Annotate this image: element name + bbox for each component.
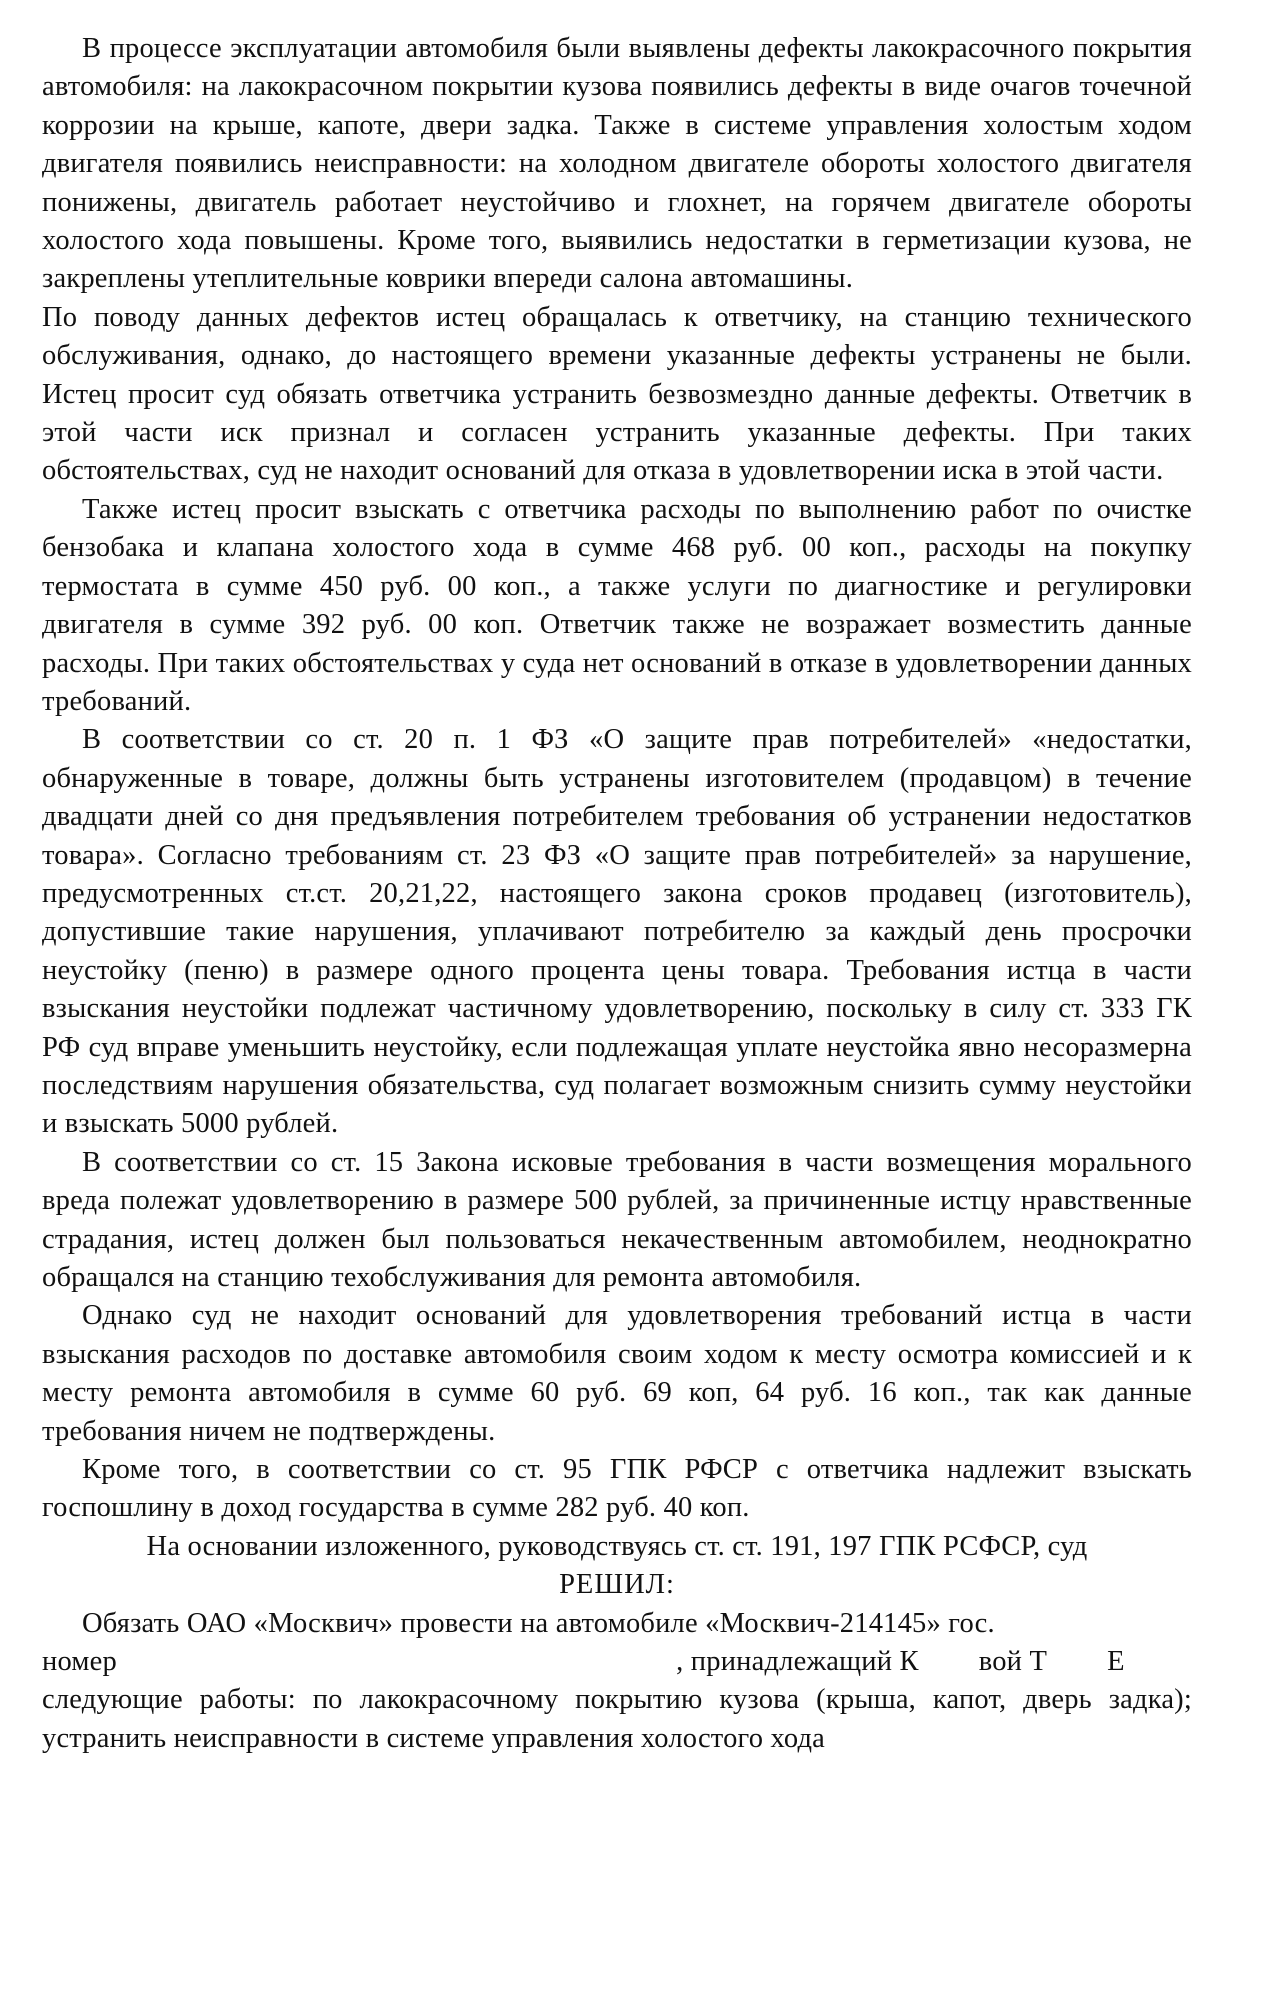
owner-line-tail (676, 1643, 1192, 1681)
paragraph-moral-damage: В соответствии со ст. 15 Закона исковые требования в части возмещения морального вреда полежат удовлетворению в размере 500 рублей, за причиненные истцу нравственные страдания, истец должен был пользоваться некачественным автомобилем, неоднократно обращался на станцию техобслуживания для ремонта автомобиля. (42, 1146, 1192, 1293)
decision-continued: следующие работы: по лакокрасочному покрытию кузова (крыша, капот, дверь задка); устранить неисправности в системе управления холостого хода (42, 1684, 1192, 1754)
owner-line-number-word: номер (42, 1646, 117, 1678)
decision-heading: РЕШИЛ: (559, 1569, 675, 1601)
paragraph-defects: В процессе эксплуатации автомобиля были выявлены дефекты лакокрасочного покрытия автомобиля: на лакокрасочном покрытии кузова появились дефекты в виде очагов точечной коррозии на крыше, капоте, двери задка. Также в системе управления холостым ходом двигателя появились неисправности: на холодном двигателе обороты холостого двигателя понижены, двигатель работает неустойчиво и глохнет, на горячем двигателе обороты холостого хода повышены. Кроме того, выявились недостатки в герметизации кузова, не закреплены утеплительные коврики впереди салона автомашины. (42, 33, 1192, 295)
paragraph-state-duty: Кроме того, в соответствии со ст. 95 ГПК РФСР с ответчика надлежит взыскать госпошлину в доход государства в сумме 282 руб. 40 коп. (42, 1454, 1192, 1524)
owner-line-initial: Е (1107, 1646, 1125, 1678)
paragraph-delivery-expenses: Однако суд не находит оснований для удовлетворения требований истца в части взыскания расходов по доставке автомобиля своим ходом к месту осмотра комиссией и к месту ремонта автомобиля в сумме 60 руб. 69 коп, 64 руб. 16 коп., так как данные требования ничем не подтверждены. (42, 1300, 1192, 1447)
owner-line-name-part: вой Т (978, 1646, 1048, 1678)
paragraph-penalty: В соответствии со ст. 20 п. 1 ФЗ «О защите прав потребителей» «недостатки, обнаруженные в товаре, должны быть устранены изготовителем (продавцом) в течение двадцати дней со дня предъявления потребителем требования об устранении недостатков товара». Согласно требованиям ст. 23 ФЗ «О защите прав потребителей» за нарушение, предусмотренных ст.ст. 20,21,22, настоящего закона сроков продавец (изготовитель), допустившие такие нарушения, уплачивают потребителю за каждый день просрочки неустойку (пеню) в размере одного процента цены товара. Требования истца в части взыскания неустойки подлежат частичному удовлетворению, поскольку в силу ст. 333 ГК РФ суд вправе уменьшить неустойку, если подлежащая уплате неустойка явно несоразмерна последствиям нарушения обязательства, суд полагает возможным снизить сумму неустойки и взыскать 5000 рублей. (42, 724, 1192, 1140)
paragraph-expenses: Также истец просит взыскать с ответчика расходы по выполнению работ по очистке бензобака и клапана холостого хода в сумме 468 руб. 00 коп., расходы на покупку термостата в сумме 450 руб. 00 коп., а также услуги по диагностике и регулировки двигателя в сумме 392 руб. 00 коп. Ответчик также не возражает возместить данные расходы. При таких обстоятельствах у суда нет оснований в отказе в удовлетворении данных требований. (42, 493, 1192, 717)
owner-line-belonging: , принадлежащий К (676, 1646, 919, 1678)
owner-line (42, 1643, 1192, 1681)
basis-line: На основании изложенного, руководствуясь ст. ст. 191, 197 ГПК РСФСР, суд (146, 1530, 1088, 1562)
paragraph-claim: По поводу данных дефектов истец обращалась к ответчику, на станцию технического обслуживания, однако, до настоящего времени указанные дефекты устранены не были. Истец просит суд обязать ответчика устранить безвозмездно данные дефекты. Ответчик в этой части иск признал и согласен устранить указанные дефекты. При таких обстоятельствах, суд не находит оснований для отказа в удовлетворении иска в этой части. (42, 301, 1192, 487)
decision-first-line: Обязать ОАО «Москвич» провести на автомобиле «Москвич-214145» гос. (82, 1607, 995, 1639)
court-decision-text (42, 30, 1192, 1758)
owner-line-spacer (1185, 1643, 1192, 1681)
